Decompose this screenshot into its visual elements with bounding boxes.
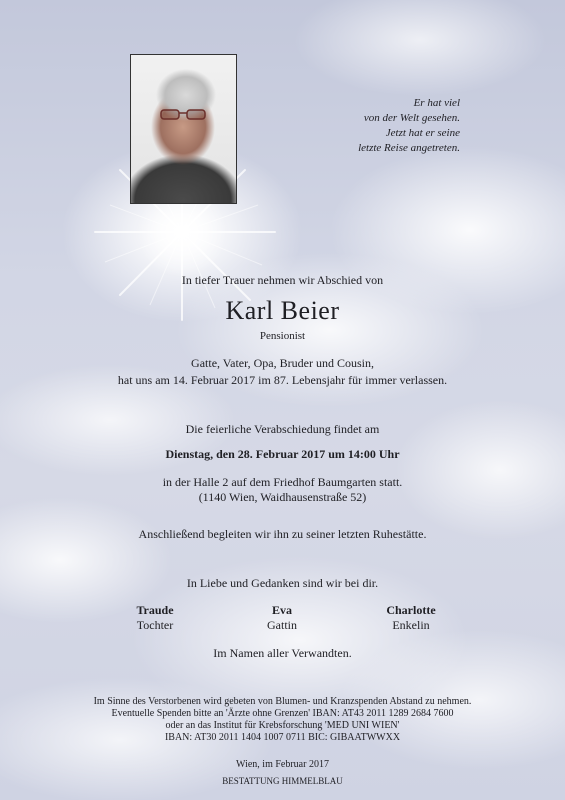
mourner-role: Tochter [136,618,174,632]
glasses-icon [159,109,209,121]
thoughts-text: In Liebe und Gedanken sind wir bei dir. [186,576,379,590]
deceased-name: Karl Beier [225,296,340,325]
mourner-name: Charlotte [386,603,436,617]
mourner-traude [95,603,215,633]
ceremony-address: (1140 Wien, Waidhausenstraße 52) [198,490,367,504]
mourner-eva [222,603,342,633]
undertaker-name: BESTATTUNG HIMMELBLAU [222,776,343,786]
ceremony-date: Dienstag, den 28. Februar 2017 um 14:00 Uhr [165,447,400,461]
portrait-photo [130,54,237,204]
relation-text: Gatte, Vater, Opa, Bruder und Cousin, [191,356,374,370]
intro-text: In tiefer Trauer nehmen wir Abschied von [181,273,384,287]
donation-line: oder an das Institut für Krebsforschung 'MED UNI WIEN' [165,720,400,731]
donation-line: Im Sinne des Verstorbenen wird gebeten von Blumen- und Kranzspenden Abstand zu nehmen. [93,696,472,707]
deceased-occupation: Pensionist [259,330,306,342]
place-date: Wien, im Februar 2017 [236,759,329,770]
donation-line: IBAN: AT30 2011 1404 1007 0711 BIC: GIBAATWWXX [164,732,401,743]
poem [300,96,460,156]
burial-text: Anschließend begleiten wir ihn zu seiner letzten Ruhestätte. [138,527,427,541]
relatives-text: Im Namen aller Verwandten. [213,646,352,660]
poem-line: von der Welt gesehen. [363,112,460,124]
mourner-role: Gattin [267,618,297,632]
poem-line: Er hat viel [413,97,460,109]
death-text: hat uns am 14. Februar 2017 im 87. Lebensjahr für immer verlassen. [117,373,448,387]
mourner-name: Traude [136,603,174,617]
ceremony-place: in der Halle 2 auf dem Friedhof Baumgarten statt. [162,475,403,489]
mourner-role: Enkelin [392,618,430,632]
poem-line: Jetzt hat er seine [385,127,460,139]
mourner-charlotte [351,603,471,633]
donation-line: Eventuelle Spenden bitte an 'Ärzte ohne Grenzen' IBAN: AT43 2011 1289 2684 7600 [111,708,454,719]
ceremony-intro: Die feierliche Verabschiedung findet am [185,422,380,436]
poem-line: letzte Reise angetreten. [358,142,460,154]
mourner-name: Eva [271,603,292,617]
